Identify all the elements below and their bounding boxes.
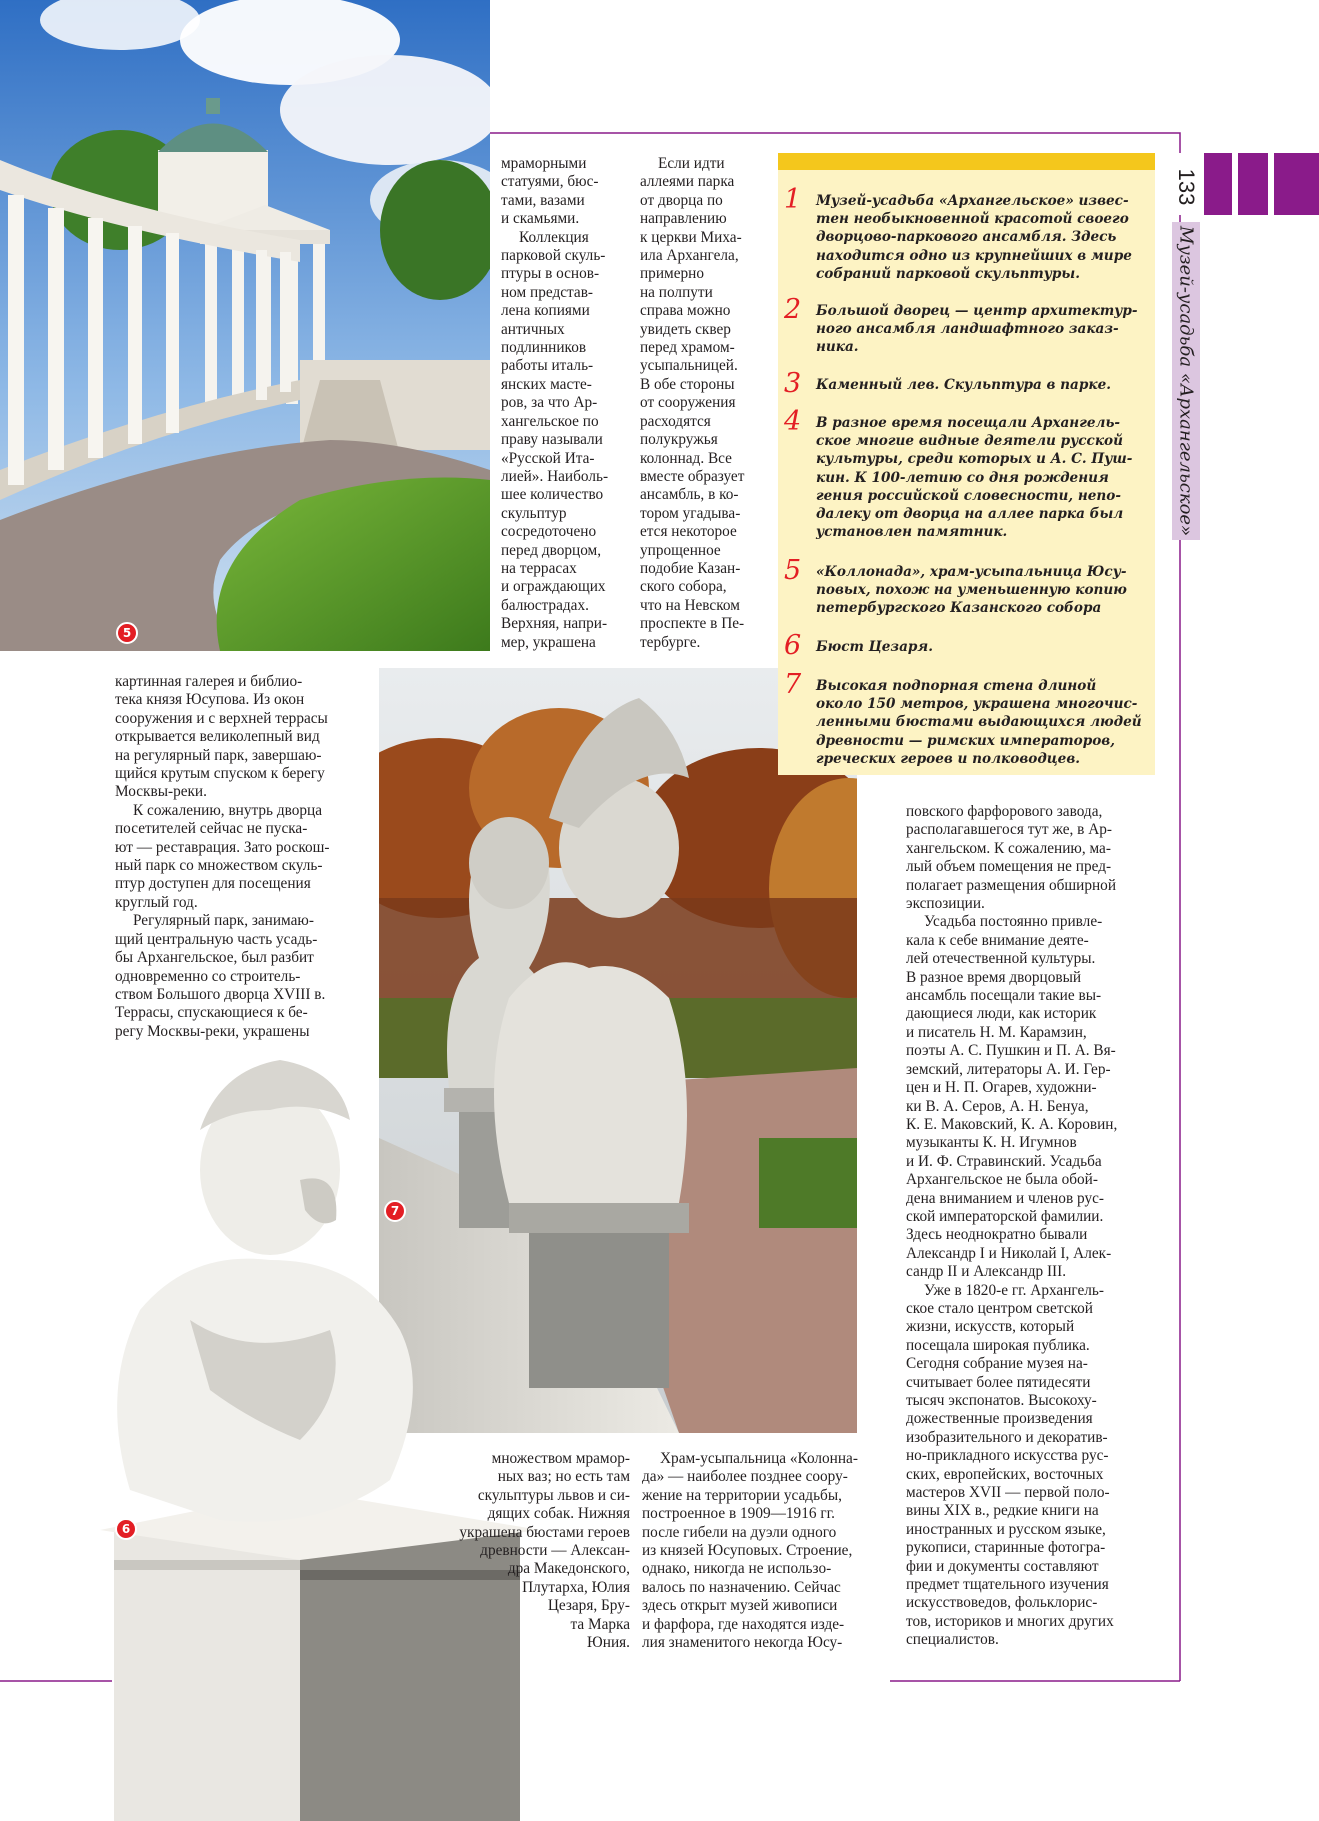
caption-line: петербургского Казанского собора [816, 600, 1102, 617]
text-line: янских масте- [501, 375, 592, 393]
text-line: лия знаменитого некогда Юсу- [642, 1634, 843, 1652]
text-line: предмет тщательного изучения [906, 1576, 1109, 1594]
text-line: посещала широкая публика. [906, 1336, 1090, 1354]
caption-line: ника. [816, 339, 859, 356]
text-line: хангельское по [501, 412, 599, 430]
text-line: примерно [640, 265, 704, 283]
text-line: от дворца по [640, 191, 723, 209]
running-title [1172, 222, 1200, 540]
text-line: ном представ- [501, 283, 594, 301]
text-line: однако, никогда не использо- [642, 1560, 832, 1578]
text-line: ют — реставрация. Зато роскош- [115, 838, 330, 856]
text-line: Регулярный парк, занимаю- [133, 912, 314, 930]
text-line: изобразительного и декоратив- [906, 1428, 1108, 1446]
text-line: та Марка [570, 1615, 630, 1633]
text-line: К сожалению, внутрь дворца [133, 801, 323, 819]
text-line: Архангельское не была обой- [906, 1171, 1098, 1189]
colonnade-photo [0, 0, 490, 651]
text-line: перед дворцом, [501, 541, 602, 559]
photo-badge-6: 6 [115, 1518, 137, 1540]
caption-item [784, 184, 1150, 283]
caption-line: повых, похож на уменьшенную копию [816, 582, 1127, 599]
text-line: множеством мрамор- [491, 1450, 630, 1467]
section-tab [1274, 153, 1319, 215]
text-line: дящих собак. Нижняя [487, 1505, 630, 1523]
text-line: Сегодня собрание музея на- [906, 1355, 1088, 1373]
caption-number: 3 [784, 368, 802, 399]
caption-item [784, 669, 1150, 768]
text-line: валось по назначению. Сейчас [642, 1578, 841, 1596]
caption-line: находится одно из крупнейших в мире [816, 247, 1132, 264]
text-line: круглый год. [115, 893, 198, 911]
text-line: ный парк со множеством скуль- [115, 857, 323, 875]
text-line: лией». Наиболь- [501, 467, 609, 485]
text-line: располагавшегося тут же, в Ар- [906, 821, 1112, 839]
caption-line: около 150 метров, украшена многочис- [816, 696, 1138, 713]
text-line: балюстрадах. [501, 596, 589, 614]
text-line: подлинников [501, 339, 587, 357]
text-line: на полпути [640, 283, 713, 301]
text-line: дра Македонского, [507, 1560, 630, 1578]
text-line: справа можно [640, 302, 731, 320]
caption-line: культуры, среди которых и А. С. Пуш- [816, 451, 1133, 468]
caption-line: Бюст Цезаря. [816, 639, 933, 655]
text-line: усыпальницей. [640, 357, 738, 375]
text-line: работы италь- [501, 357, 594, 375]
caption-line: ленными бюстами выдающихся людей [816, 714, 1142, 731]
caption-item [784, 630, 1150, 661]
text-line: жизни, искусств, который [906, 1318, 1075, 1336]
caption-line: «Коллонада», храм-усыпальница Юсу- [816, 564, 1127, 580]
text-line: цен и Н. П. Огарев, художни- [906, 1079, 1097, 1097]
text-line: картинная галерея и библио- [115, 673, 303, 690]
caption-line: ское многие видные деятели русской [816, 433, 1123, 450]
text-line: К. Е. Маковский, К. А. Коровин, [906, 1115, 1118, 1133]
text-line: и скамьями. [501, 210, 580, 228]
text-line: птуры в основ- [501, 265, 600, 283]
text-line: одновременно со строитель- [115, 967, 301, 985]
text-line: и фарфора, где находятся изде- [642, 1615, 845, 1633]
text-line: упрощенное [640, 541, 721, 559]
text-line: поэты А. С. Пушкин и П. А. Вя- [906, 1042, 1116, 1060]
text-line: ской императорской фамилии. [906, 1207, 1104, 1225]
text-line: лый объем помещения не пред- [906, 858, 1112, 876]
text-line: ством Большого дворца XVIII в. [115, 985, 326, 1003]
article-column-e [400, 1450, 630, 1652]
caption-line: гения российской словесности, непо- [816, 487, 1121, 504]
text-line: здесь открыт музей живописи [642, 1597, 838, 1615]
caption-item [784, 294, 1150, 357]
text-line: искусствоведов, фольклорис- [906, 1594, 1098, 1612]
text-line: щийся крутым спуском к берегу [115, 765, 325, 783]
text-line: после гибели на дуэли одного [642, 1523, 837, 1541]
text-line: да» — наиболее позднее соору- [642, 1468, 848, 1486]
caption-line: дворцово-паркового ансамбля. Здесь [816, 229, 1117, 246]
caption-line: Музей-усадьба «Архангельское» извес- [816, 193, 1129, 209]
caption-number: 5 [784, 555, 802, 586]
text-line: фии и документы составляют [906, 1557, 1099, 1575]
caption-item [784, 406, 1150, 541]
sidebar-top-bar [778, 153, 1155, 170]
caption-line: кин. К 100-летию со дня рождения [816, 469, 1109, 486]
text-line: дающиеся люди, как историк [906, 1005, 1097, 1023]
text-line: сандр II и Александр III. [906, 1263, 1067, 1281]
text-line: птур доступен для посещения [115, 875, 311, 893]
caption-line: далеку от дворца на аллее парка был [816, 506, 1124, 523]
text-line: ется некоторое [640, 523, 737, 541]
text-line: лей отечественной культуры. [906, 950, 1096, 968]
text-line: ское стало центром светской [906, 1299, 1093, 1317]
caption-line: греческих героев и полководцев. [816, 750, 1080, 767]
text-line: праву называли [501, 431, 603, 449]
text-line: Уже в 1820-е гг. Архангель- [924, 1281, 1104, 1299]
text-line: ров, за что Ар- [501, 394, 598, 412]
text-line: дена вниманием и членов рус- [906, 1189, 1104, 1207]
text-line: тов, историков и многих других [906, 1612, 1114, 1630]
text-line: полагает размещения обширной [906, 876, 1117, 894]
text-line: ила Архангела, [640, 247, 739, 265]
text-line: на террасах [501, 559, 577, 577]
text-line: В разное время дворцовый [906, 968, 1082, 986]
text-line: проспекте в Пе- [640, 615, 745, 633]
text-line: Храм-усыпальница «Колонна- [660, 1450, 858, 1467]
text-line: но-прикладного искусства рус- [906, 1447, 1109, 1465]
caption-line: Высокая подпорная стена длиной [816, 678, 1097, 694]
article-column-c [115, 673, 330, 1041]
text-line: бы Архангельское, был разбит [115, 949, 314, 967]
caption-number: 7 [784, 669, 802, 700]
running-title-text: Музей-усадьба «Архангельское» [1175, 225, 1197, 537]
caption-number: 2 [784, 294, 802, 325]
text-line: регу Москвы-реки, украшены [115, 1022, 310, 1040]
text-line: земский, литераторы А. И. Гер- [906, 1060, 1111, 1078]
text-line: тека князя Юсупова. Из окон [115, 691, 305, 709]
text-line: кала к себе внимание деяте- [906, 931, 1089, 949]
text-line: построенное в 1909—1916 гг. [642, 1505, 835, 1523]
text-line: дожественные произведения [906, 1410, 1093, 1428]
text-line: ных ваз; но есть там [497, 1468, 630, 1486]
text-line: Цезаря, Бру- [547, 1597, 630, 1615]
text-line: что на Невском [640, 596, 740, 614]
text-line: шее количество [501, 486, 604, 504]
caption-number: 6 [784, 630, 802, 661]
article-column-b [640, 155, 744, 652]
text-line: ского собора, [640, 578, 727, 596]
caption-line: Большой дворец — центр архитектур- [816, 303, 1138, 319]
text-line: античных [501, 320, 565, 338]
text-line: мраморными [501, 155, 587, 172]
caption-number: 4 [784, 406, 802, 437]
text-line: скульптур [501, 504, 567, 522]
caption-line: установлен памятник. [816, 524, 1008, 541]
text-line: от сооружения [640, 394, 736, 412]
text-line: вместе образует [640, 467, 745, 485]
text-line: Москвы-реки. [115, 783, 207, 801]
text-line: Верхняя, напри- [501, 615, 608, 633]
text-line: полукружья [640, 431, 718, 449]
text-line: сосредоточено [501, 523, 597, 541]
caption-item [784, 368, 1150, 399]
text-line: рукописи, старинные фотогра- [906, 1539, 1106, 1557]
caption-item [784, 555, 1150, 618]
text-line: аллеями парка [640, 173, 735, 191]
text-line: тысяч экспонатов. Высокоху- [906, 1392, 1097, 1409]
page-number [1174, 160, 1198, 214]
text-line: экспозиции. [906, 895, 985, 913]
text-line: посетителей сейчас не пуска- [115, 820, 308, 838]
text-line: «Русской Ита- [501, 449, 595, 467]
text-line: жение на территории усадьбы, [642, 1486, 842, 1504]
text-line: перед храмом- [640, 339, 735, 357]
text-line: направлению [640, 210, 727, 228]
text-line: колоннад. Все [640, 449, 732, 467]
text-line: расходятся [640, 412, 711, 430]
text-line: щий центральную часть усадь- [115, 930, 318, 948]
text-line: мер, украшена [501, 633, 596, 651]
text-line: вины XIX в., редкие книги на [906, 1502, 1099, 1520]
text-line: лена копиями [501, 302, 590, 320]
text-line: музыканты К. Н. Игумнов [906, 1134, 1077, 1152]
text-line: парковой скуль- [501, 247, 606, 265]
page-number-text: 133 [1174, 168, 1199, 206]
caption-line: В разное время посещали Архангель- [816, 415, 1121, 431]
caption-line: тен необыкновенной красотой своего [816, 211, 1129, 228]
text-line: украшена бюстами героев [459, 1523, 630, 1541]
text-line: Плутарха, Юлия [522, 1578, 630, 1596]
text-line: тербурге. [640, 633, 701, 651]
article-column-d [906, 803, 1117, 1650]
text-line: подобие Казан- [640, 559, 741, 577]
text-line: Террасы, спускающиеся к бе- [115, 1004, 308, 1022]
text-line: ансамбль, в ко- [640, 486, 739, 504]
text-line: тами, вазами [501, 191, 585, 209]
text-line: ки В. А. Серов, А. Н. Бенуа, [906, 1097, 1089, 1115]
caption-line: Каменный лев. Скульптура в парке. [816, 377, 1111, 393]
text-line: хангельском. К сожалению, ма- [906, 839, 1111, 857]
section-tab [1204, 153, 1232, 215]
text-line: из князей Юсуповых. Строение, [642, 1542, 853, 1560]
caesar-bust-photo [100, 1060, 540, 1821]
caption-line: собраний парковой скульптуры. [816, 265, 1080, 282]
text-line: сооружения и с верхней террасы [115, 709, 328, 727]
text-line: повского фарфорового завода, [906, 803, 1103, 820]
text-line: считывает более пятидесяти [906, 1373, 1091, 1391]
text-line: древности — Алексан- [480, 1542, 630, 1560]
caption-line: древности — римских императоров, [816, 732, 1115, 749]
caption-number: 1 [784, 184, 802, 215]
photo-badge-5: 5 [116, 622, 138, 644]
text-line: на регулярный парк, завершаю- [115, 746, 322, 764]
text-line: В обе стороны [640, 375, 735, 393]
article-column-f [642, 1450, 858, 1652]
text-line: Усадьба постоянно привле- [924, 913, 1103, 931]
photo-badge-7: 7 [384, 1200, 406, 1222]
text-line: тором угадыва- [640, 504, 741, 522]
text-line: увидеть сквер [640, 320, 731, 338]
text-line: и И. Ф. Стравинский. Усадьба [906, 1152, 1102, 1170]
text-line: Александр I и Николай I, Алек- [906, 1244, 1112, 1262]
text-line: Здесь неоднократно бывали [906, 1226, 1088, 1244]
text-line: ансамбль посещали такие вы- [906, 987, 1102, 1005]
text-line: Коллекция [519, 228, 589, 246]
article-column-a [501, 155, 608, 652]
text-line: мастеров XVII — первой поло- [906, 1484, 1110, 1502]
text-line: Если идти [658, 155, 725, 172]
text-line: и ограждающих [501, 578, 606, 596]
text-line: и писатель Н. М. Карамзин, [906, 1023, 1087, 1041]
text-line: Юния. [587, 1634, 630, 1652]
text-line: ских, европейских, восточных [906, 1465, 1104, 1483]
text-line: к церкви Миха- [640, 228, 742, 246]
caption-line: ного ансамбля ландшафтного заказ- [816, 321, 1119, 338]
section-tab [1238, 153, 1268, 215]
text-line: иностранных и русском языке, [906, 1520, 1106, 1538]
text-line: статуями, бюс- [501, 173, 599, 191]
text-line: специалистов. [906, 1631, 999, 1649]
text-line: скульптуры львов и си- [477, 1486, 630, 1504]
text-line: открывается великолепный вид [115, 728, 320, 746]
